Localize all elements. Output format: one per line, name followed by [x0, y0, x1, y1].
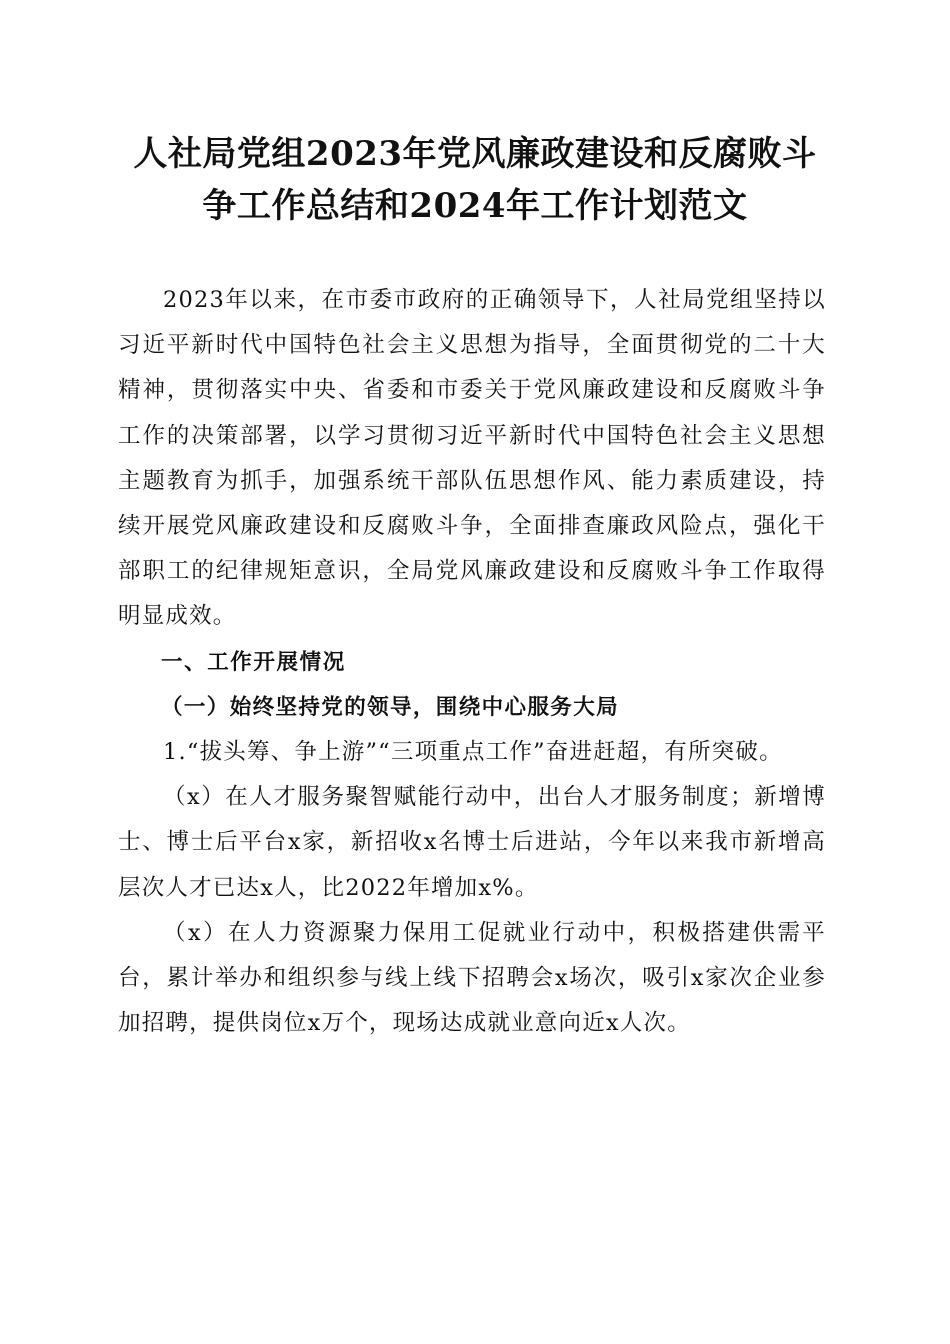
list-item-1: 1.“拔头筹、争上游”“三项重点工作”奋进赶超，有所突破。 [163, 739, 783, 766]
document-body [118, 278, 826, 1046]
section-heading: 一、工作开展情况 [161, 649, 346, 675]
intro-paragraph: 2023年以来，在市委市政府的正确领导下，人社局党组坚持以习近平新时代中国特色社会主义思想为指导，全面贯彻党的二十大精神，贯彻落实中央、省委和市委关于党风廉政建设和反腐败斗争工作的决策部署，以学习贯彻习近平新时代中国特色社会主义思想主题教育为抓手，加强系统干部队伍思想作风、能力素质建设，持续开展党风廉政建设和反腐败斗争，全面排查廉政风险点，强化干部职工的纪律规矩意识，全局党风廉政建设和反腐败斗争工作取得明显成效。 [118, 287, 826, 630]
title-line-1: 人社局党组2023年党风廉政建设和反腐败斗 [133, 134, 817, 174]
subsection-heading: （一）始终坚持党的领导，围绕中心服务大局 [161, 694, 620, 720]
document-title [60, 128, 890, 232]
list-item-1a: （x）在人才服务聚智赋能行动中，出台人才服务制度；新增博士、博士后平台x家，新招收x名博士后进站，今年以来我市新增高层次人才已达x人，比2022年增加x%。 [118, 784, 826, 901]
list-item-1b: （x）在人力资源聚力保用工促就业行动中，积极搭建供需平台，累计举办和组织参与线上线下招聘会x场次，吸引x家次企业参加招聘，提供岗位x万个，现场达成就业意向近x人次。 [118, 919, 826, 1037]
title-line-2: 争工作总结和2024年工作计划范文 [202, 186, 748, 226]
